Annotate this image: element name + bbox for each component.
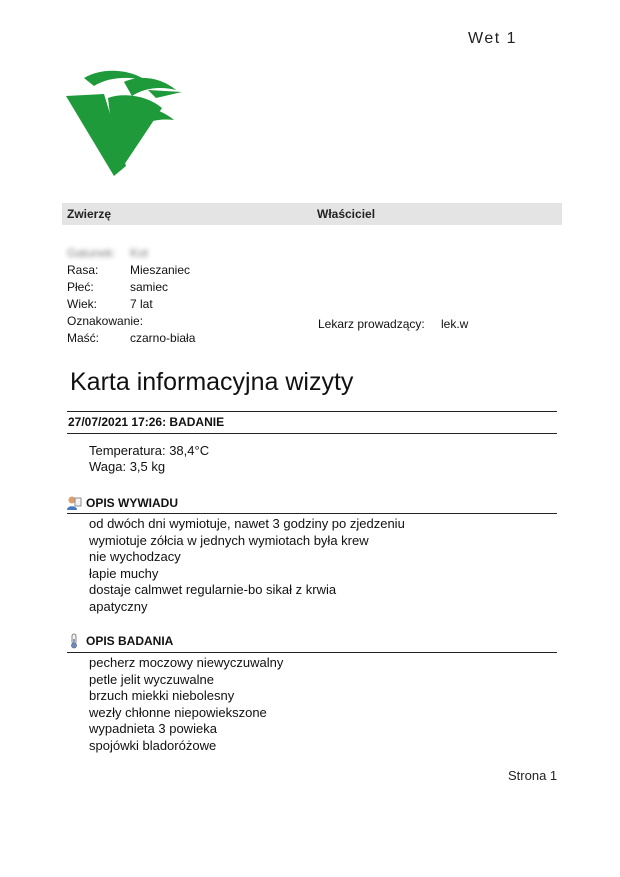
exam-line: petle jelit wyczuwalne <box>89 671 215 687</box>
interview-line: od dwóch dni wymiotuje, nawet 3 godziny po zjedzeniu <box>89 516 405 531</box>
field-label: Płeć: <box>67 280 94 294</box>
document-code: Wet 1 <box>468 30 517 47</box>
interview-line: łapie muchy <box>89 565 159 581</box>
exam-line: pecherz moczowy niewyczuwalny <box>89 655 284 670</box>
field-label: Oznakowanie: <box>67 314 144 328</box>
interview-line: dostaje calmwet regularnie-bo sikał z krwia <box>89 582 337 597</box>
page-number: Strona 1 <box>508 768 558 783</box>
field-label: Gatunek: <box>67 246 116 260</box>
weight-value: Waga: 3,5 kg <box>89 459 166 474</box>
divider <box>67 513 557 514</box>
interview-heading <box>66 495 178 511</box>
exam-heading <box>66 633 173 649</box>
interview-line: apatyczny <box>89 598 148 614</box>
owner-section-label: Właściciel <box>317 207 376 221</box>
exam-title: OPIS BADANIA <box>86 634 174 648</box>
thermometer-icon <box>66 633 82 649</box>
vet-name: lek.w <box>441 317 469 331</box>
field-label: Rasa: <box>67 263 99 277</box>
clinic-logo <box>64 68 182 176</box>
attending-vet <box>318 317 469 331</box>
exam-line: spojówki bladoróżowe <box>89 737 217 753</box>
exam-line: wypadnieta 3 powieka <box>89 721 217 736</box>
vet-label: Lekarz prowadzący: <box>318 317 425 331</box>
divider <box>67 652 557 653</box>
vital-measurements <box>89 443 209 475</box>
field-value: Mieszaniec <box>130 263 191 277</box>
exam-line: brzuch miekki niebolesny <box>89 688 235 703</box>
field-value: 7 lat <box>130 297 153 311</box>
field-value: Kot <box>130 246 149 260</box>
animal-section-label: Zwierzę <box>67 207 112 221</box>
temperature-value: Temperatura: 38,4°C <box>89 443 210 458</box>
patient-header-bar <box>62 203 562 225</box>
field-value: czarno-biała <box>130 331 196 345</box>
interview-line: wymiotuje zółcia w jednych wymiotach była krew <box>89 532 369 548</box>
page-title: Karta informacyjna wizyty <box>70 368 354 396</box>
exam-lines <box>89 655 283 754</box>
divider <box>67 411 557 412</box>
interview-line: nie wychodzacy <box>89 549 181 564</box>
visit-heading: 27/07/2021 17:26: BADANIE <box>68 415 225 429</box>
field-label: Maść: <box>67 331 100 345</box>
interview-lines <box>89 516 405 615</box>
exam-line: wezły chłonne niepowiekszone <box>89 704 267 720</box>
field-value: samiec <box>130 280 169 294</box>
field-label: Wiek: <box>67 297 97 311</box>
interview-icon <box>66 495 82 511</box>
interview-title: OPIS WYWIADU <box>86 496 178 510</box>
divider <box>67 433 557 434</box>
